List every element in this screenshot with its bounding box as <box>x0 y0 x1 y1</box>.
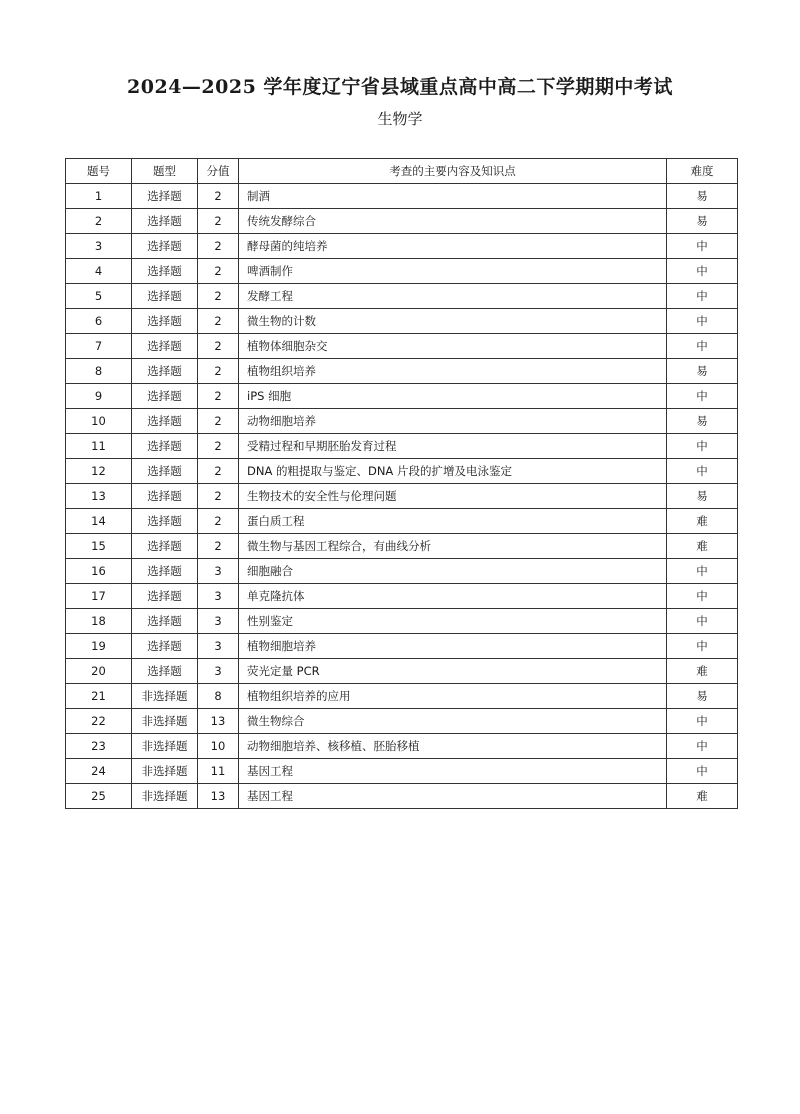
table-row <box>66 634 738 659</box>
cell-content: iPS 细胞 <box>239 384 667 409</box>
cell-question-number: 25 <box>66 784 132 809</box>
table-row <box>66 359 738 384</box>
cell-question-type: 非选择题 <box>132 784 198 809</box>
cell-content: 荧光定量 PCR <box>239 659 667 684</box>
cell-score: 2 <box>198 409 239 434</box>
table-row <box>66 659 738 684</box>
cell-score: 3 <box>198 634 239 659</box>
page-title: 2024—2025 学年度辽宁省县域重点高中高二下学期期中考试 <box>127 76 673 98</box>
exam-analysis-table <box>65 158 738 809</box>
cell-difficulty: 中 <box>667 384 738 409</box>
cell-content: 发酵工程 <box>239 284 667 309</box>
table-header-row <box>66 159 738 184</box>
cell-question-type: 选择题 <box>132 309 198 334</box>
cell-difficulty: 易 <box>667 484 738 509</box>
table-row <box>66 734 738 759</box>
cell-difficulty: 中 <box>667 459 738 484</box>
cell-question-type: 选择题 <box>132 234 198 259</box>
cell-question-number: 8 <box>66 359 132 384</box>
cell-score: 3 <box>198 659 239 684</box>
cell-score: 3 <box>198 609 239 634</box>
cell-question-type: 选择题 <box>132 509 198 534</box>
cell-difficulty: 中 <box>667 284 738 309</box>
cell-question-number: 23 <box>66 734 132 759</box>
cell-question-number: 17 <box>66 584 132 609</box>
cell-difficulty: 难 <box>667 509 738 534</box>
table-row <box>66 384 738 409</box>
cell-question-type: 选择题 <box>132 259 198 284</box>
cell-question-number: 12 <box>66 459 132 484</box>
cell-difficulty: 易 <box>667 409 738 434</box>
table-row <box>66 434 738 459</box>
table-row <box>66 284 738 309</box>
table-row <box>66 234 738 259</box>
cell-score: 2 <box>198 359 239 384</box>
cell-content: 微生物与基因工程综合，有曲线分析 <box>239 534 667 559</box>
cell-content: 基因工程 <box>239 759 667 784</box>
cell-difficulty: 中 <box>667 559 738 584</box>
table-row <box>66 534 738 559</box>
cell-content: 啤酒制作 <box>239 259 667 284</box>
cell-content: 动物细胞培养、核移植、胚胎移植 <box>239 734 667 759</box>
cell-question-type: 选择题 <box>132 584 198 609</box>
cell-question-number: 24 <box>66 759 132 784</box>
table-row <box>66 334 738 359</box>
cell-difficulty: 易 <box>667 209 738 234</box>
cell-difficulty: 中 <box>667 734 738 759</box>
cell-score: 2 <box>198 309 239 334</box>
cell-score: 2 <box>198 259 239 284</box>
table-row <box>66 759 738 784</box>
table-body <box>66 184 738 809</box>
cell-question-number: 3 <box>66 234 132 259</box>
table-row <box>66 784 738 809</box>
cell-question-type: 非选择题 <box>132 734 198 759</box>
page-subtitle: 生物学 <box>377 110 423 128</box>
header-question-type: 题型 <box>132 159 198 184</box>
cell-content: 制酒 <box>239 184 667 209</box>
cell-content: 传统发酵综合 <box>239 209 667 234</box>
table-row <box>66 584 738 609</box>
cell-question-type: 选择题 <box>132 609 198 634</box>
cell-difficulty: 中 <box>667 609 738 634</box>
cell-content: 基因工程 <box>239 784 667 809</box>
cell-score: 2 <box>198 209 239 234</box>
cell-difficulty: 中 <box>667 334 738 359</box>
header-content: 考查的主要内容及知识点 <box>239 159 667 184</box>
cell-question-number: 11 <box>66 434 132 459</box>
cell-score: 2 <box>198 459 239 484</box>
cell-difficulty: 中 <box>667 759 738 784</box>
cell-difficulty: 中 <box>667 709 738 734</box>
cell-question-number: 10 <box>66 409 132 434</box>
table-row <box>66 684 738 709</box>
cell-content: 细胞融合 <box>239 559 667 584</box>
cell-difficulty: 中 <box>667 259 738 284</box>
cell-question-type: 选择题 <box>132 184 198 209</box>
cell-question-type: 选择题 <box>132 209 198 234</box>
cell-content: 动物细胞培养 <box>239 409 667 434</box>
cell-question-type: 选择题 <box>132 659 198 684</box>
cell-difficulty: 易 <box>667 359 738 384</box>
cell-content: 蛋白质工程 <box>239 509 667 534</box>
table-row <box>66 259 738 284</box>
table-row <box>66 709 738 734</box>
cell-score: 10 <box>198 734 239 759</box>
cell-question-number: 13 <box>66 484 132 509</box>
cell-question-type: 选择题 <box>132 534 198 559</box>
cell-question-type: 选择题 <box>132 359 198 384</box>
cell-question-type: 非选择题 <box>132 709 198 734</box>
cell-question-type: 选择题 <box>132 284 198 309</box>
cell-score: 8 <box>198 684 239 709</box>
cell-question-type: 选择题 <box>132 634 198 659</box>
table-row <box>66 484 738 509</box>
cell-question-number: 22 <box>66 709 132 734</box>
cell-content: 植物体细胞杂交 <box>239 334 667 359</box>
table-row <box>66 309 738 334</box>
cell-question-number: 14 <box>66 509 132 534</box>
cell-score: 2 <box>198 509 239 534</box>
cell-score: 2 <box>198 184 239 209</box>
cell-question-number: 6 <box>66 309 132 334</box>
cell-question-type: 选择题 <box>132 409 198 434</box>
cell-content: DNA 的粗提取与鉴定、DNA 片段的扩增及电泳鉴定 <box>239 459 667 484</box>
table-row <box>66 609 738 634</box>
table-row <box>66 459 738 484</box>
cell-content: 性别鉴定 <box>239 609 667 634</box>
cell-difficulty: 中 <box>667 434 738 459</box>
cell-question-type: 选择题 <box>132 384 198 409</box>
cell-content: 生物技术的安全性与伦理问题 <box>239 484 667 509</box>
cell-content: 单克隆抗体 <box>239 584 667 609</box>
cell-score: 2 <box>198 284 239 309</box>
cell-difficulty: 易 <box>667 184 738 209</box>
cell-score: 2 <box>198 234 239 259</box>
cell-difficulty: 易 <box>667 684 738 709</box>
cell-difficulty: 难 <box>667 784 738 809</box>
cell-content: 受精过程和早期胚胎发育过程 <box>239 434 667 459</box>
cell-question-number: 5 <box>66 284 132 309</box>
cell-question-type: 非选择题 <box>132 684 198 709</box>
cell-score: 2 <box>198 384 239 409</box>
header-difficulty: 难度 <box>667 159 738 184</box>
cell-question-number: 21 <box>66 684 132 709</box>
cell-difficulty: 难 <box>667 659 738 684</box>
cell-question-type: 选择题 <box>132 334 198 359</box>
cell-difficulty: 中 <box>667 309 738 334</box>
cell-score: 13 <box>198 784 239 809</box>
cell-difficulty: 中 <box>667 584 738 609</box>
table-row <box>66 209 738 234</box>
cell-question-number: 18 <box>66 609 132 634</box>
table-row <box>66 559 738 584</box>
cell-score: 2 <box>198 334 239 359</box>
cell-question-number: 20 <box>66 659 132 684</box>
cell-question-type: 选择题 <box>132 559 198 584</box>
cell-question-number: 15 <box>66 534 132 559</box>
cell-difficulty: 中 <box>667 634 738 659</box>
cell-question-type: 选择题 <box>132 484 198 509</box>
cell-question-number: 4 <box>66 259 132 284</box>
table-row <box>66 409 738 434</box>
cell-content: 微生物综合 <box>239 709 667 734</box>
cell-question-number: 2 <box>66 209 132 234</box>
cell-content: 植物细胞培养 <box>239 634 667 659</box>
cell-content: 微生物的计数 <box>239 309 667 334</box>
cell-question-number: 19 <box>66 634 132 659</box>
cell-question-number: 1 <box>66 184 132 209</box>
cell-content: 酵母菌的纯培养 <box>239 234 667 259</box>
cell-score: 2 <box>198 484 239 509</box>
cell-score: 2 <box>198 534 239 559</box>
cell-score: 3 <box>198 559 239 584</box>
cell-question-type: 选择题 <box>132 434 198 459</box>
cell-question-number: 7 <box>66 334 132 359</box>
cell-difficulty: 中 <box>667 234 738 259</box>
header-question-number: 题号 <box>66 159 132 184</box>
table-row <box>66 184 738 209</box>
cell-score: 11 <box>198 759 239 784</box>
cell-score: 2 <box>198 434 239 459</box>
cell-difficulty: 难 <box>667 534 738 559</box>
cell-question-type: 非选择题 <box>132 759 198 784</box>
cell-content: 植物组织培养 <box>239 359 667 384</box>
cell-question-number: 9 <box>66 384 132 409</box>
cell-question-type: 选择题 <box>132 459 198 484</box>
cell-content: 植物组织培养的应用 <box>239 684 667 709</box>
table-row <box>66 509 738 534</box>
cell-score: 3 <box>198 584 239 609</box>
cell-question-number: 16 <box>66 559 132 584</box>
cell-score: 13 <box>198 709 239 734</box>
header-score: 分值 <box>198 159 239 184</box>
